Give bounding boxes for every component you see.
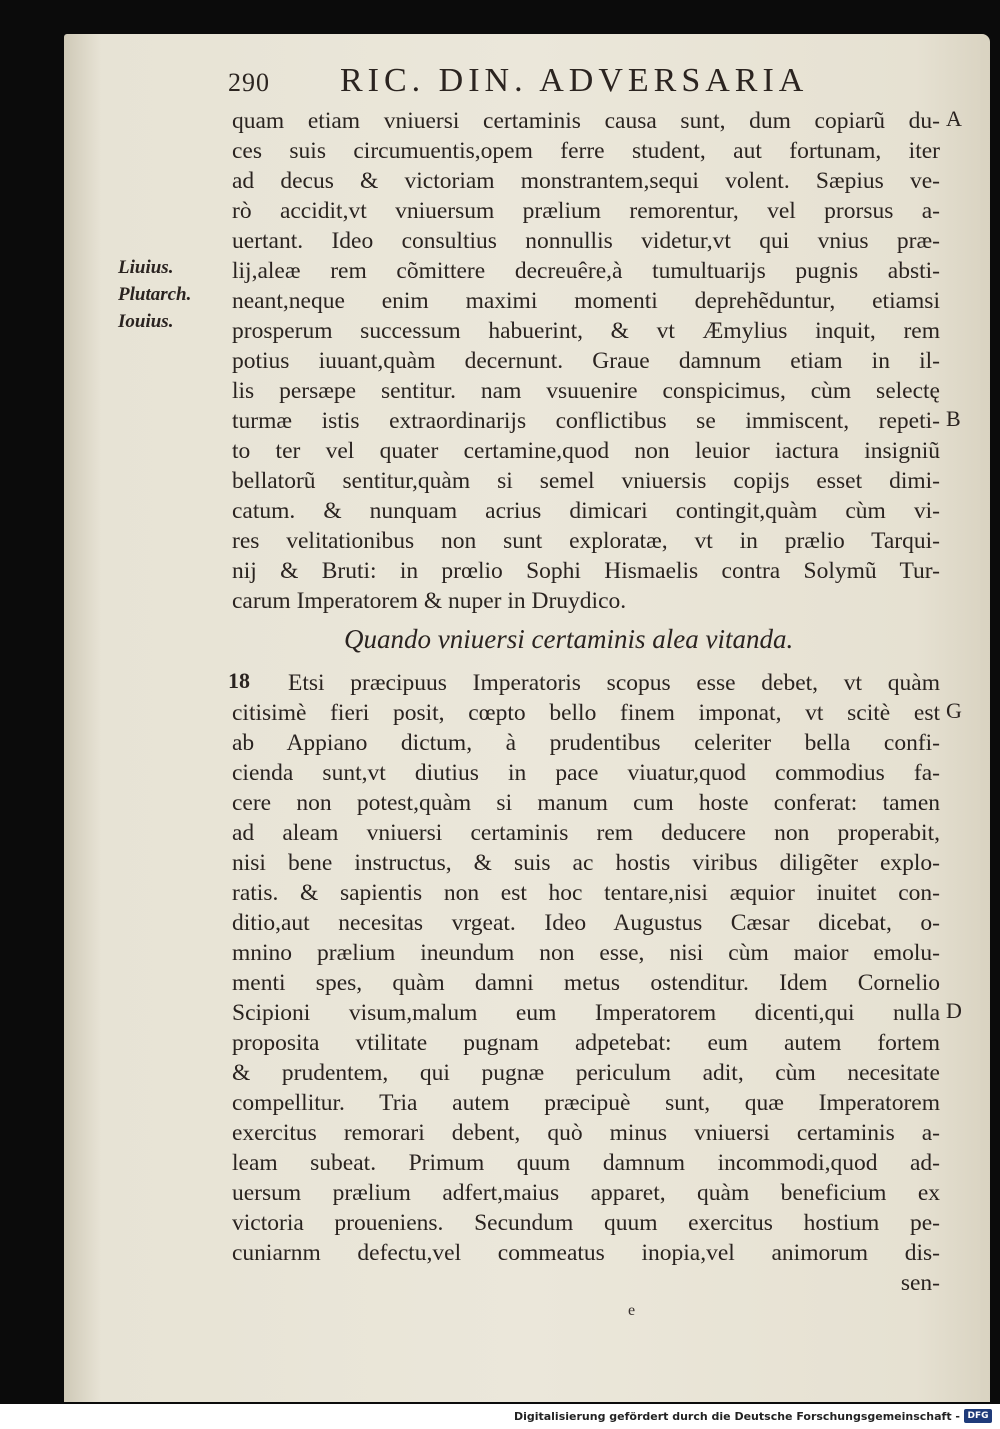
text-line: citisimè fieri posit, cœpto bello finem imponat, vt scitè est (232, 700, 940, 726)
text-line: compellitur. Tria autem præcipuè sunt, quæ Imperatorem (232, 1090, 940, 1116)
text-line: ad aleam vniuersi certaminis rem deducere non properabit, (232, 820, 940, 846)
text-line: exercitus remorari debent, quò minus vniuersi certaminis a- (232, 1120, 940, 1146)
text-line: ratis. & sapientis non est hoc tentare,nisi æquior inuitet con- (232, 880, 940, 906)
text-line: bellatorũ sentitur,quàm si semel vniuersis copijs esset dimi- (232, 468, 940, 494)
text-line: cere non potest,quàm si manum cum hoste conferat: tamen (232, 790, 940, 816)
section-marker-a: A (946, 106, 962, 131)
text-line: Etsi præcipuus Imperatoris scopus esse debet, vt quàm (288, 670, 940, 696)
text-line: uertant. Ideo consultius nonnullis videtur,vt qui vnius præ- (232, 228, 940, 254)
text-line: proposita vtilitate pugnam adpetebat: eum autem fortem (232, 1030, 940, 1056)
dfg-logo-icon (964, 1409, 992, 1423)
text-line: nisi bene instructus, & suis ac hostis viribus diligẽter explo- (232, 850, 940, 876)
text-line: lij,aleæ rem cõmittere decreuêre,à tumultuarijs pugnis absti- (232, 258, 940, 284)
dfg-logo-text: DFG (967, 1411, 989, 1421)
page-number: 290 (228, 68, 270, 97)
running-head (168, 62, 848, 106)
text-line: rò accidit,vt vniuersum prælium remorentur, vel prorsus a- (232, 198, 940, 224)
text-line: ab Appiano dictum, à prudentibus celeriter bella confi- (232, 730, 940, 756)
text-line: prosperum successum habuerint, & vt Æmylius inquit, rem (232, 318, 940, 344)
text-line: ad decus & victoriam monstrantem,sequi volent. Sæpius ve- (232, 168, 940, 194)
text-line: potius iuuant,quàm decernunt. Graue damnum etiam in il- (232, 348, 940, 374)
text-line: cienda sunt,vt diutius in pace viuatur,quod commodius fa- (232, 760, 940, 786)
catchword: sen- (900, 1270, 940, 1296)
text-line: neant,neque enim maximi momenti deprehẽduntur, etiamsi (232, 288, 940, 314)
text-line: ditio,aut necesitas vrgeat. Ideo Augustus Cæsar dicebat, o- (232, 910, 940, 936)
text-line: turmæ istis extraordinarijs conflictibus se immiscent, repeti- (232, 408, 940, 434)
text-line: & prudentem, qui pugnæ periculum adit, cùm necesitate (232, 1060, 940, 1086)
footer-credit: Digitalisierung gefördert durch die Deutsche Forschungsgemeinschaft - (513, 1410, 960, 1423)
text-line: victoria proueniens. Secundum quum exercitus hostium pe- (232, 1210, 940, 1236)
text-line: mnino prælium ineundum non esse, nisi cùm maior emolu- (232, 940, 940, 966)
footer-bar (0, 1404, 1000, 1429)
section-marker-g: G (946, 698, 962, 723)
text-line: res velitationibus non sunt exploratæ, vt in prælio Tarqui- (232, 528, 940, 554)
section-heading: Quando vniuersi certaminis alea vitanda. (344, 624, 794, 654)
text-line: to ter vel quater certamine,quod non leuior iactura insigniũ (232, 438, 940, 464)
text-line: uersum prælium adfert,maius apparet, quàm beneficium ex (232, 1180, 940, 1206)
text-line: catum. & nunquam acrius dimicari contingit,quàm cùm vi- (232, 498, 940, 524)
marginal-note: Plutarch. (118, 284, 192, 305)
text-line: lis persæpe sentitur. nam vsuuenire conspicimus, cùm selectę (232, 378, 940, 404)
text-line: nij & Bruti: in prœlio Sophi Hismaelis contra Solymũ Tur- (232, 558, 940, 584)
section-marker-d: D (946, 998, 962, 1023)
section-marker-b: B (946, 406, 961, 431)
marginal-note: Iouius. (118, 311, 174, 332)
text-line: quam etiam vniuersi certaminis causa sunt, dum copiarũ du- (232, 108, 940, 134)
signature-mark: e (628, 1302, 636, 1319)
text-line: Scipioni visum,malum eum Imperatorem dicenti,qui nulla (232, 1000, 940, 1026)
text-line: menti spes, quàm damni metus ostenditur. Idem Cornelio (232, 970, 940, 996)
text-line: ces suis circumuentis,opem ferre student, aut fortunam, iter (232, 138, 940, 164)
paragraph-number: 18 (228, 668, 250, 693)
marginal-notes (118, 254, 218, 335)
text-line: leam subeat. Primum quum damnum incommodi,quod ad- (232, 1150, 940, 1176)
text-line: carum Imperatorem & nuper in Druydico. (232, 588, 627, 614)
running-title: RIC. DIN. ADVERSARIA (340, 62, 809, 99)
text-line: cuniarnm defectu,vel commeatus inopia,vel animorum dis- (232, 1240, 940, 1266)
marginal-note: Liuius. (118, 257, 174, 278)
